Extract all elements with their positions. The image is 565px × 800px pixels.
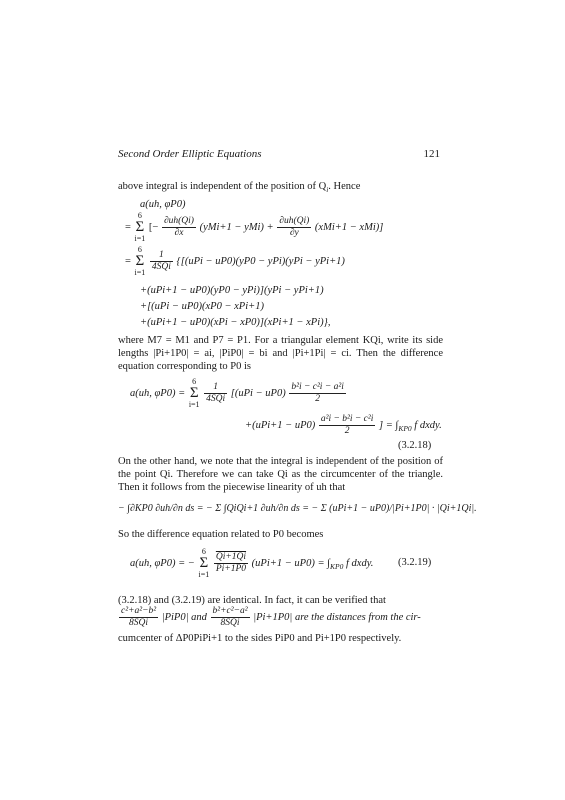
- eq10-body: (uPi+1 − uP0) = ∫: [251, 557, 331, 569]
- eq2-part2: (yMi+1 − yMi) +: [199, 221, 274, 233]
- eq2-part3: (xMi+1 − xMi)]: [314, 221, 384, 233]
- equation-label-3-2-18: (3.2.18): [398, 440, 432, 451]
- sum-operator-4: 6 Σ i=1: [198, 547, 210, 579]
- fraction-dudy: $\frac{\partial uh(Qi)}{\partial y}$: [279, 216, 310, 238]
- intro-text-end: . Hence: [328, 181, 361, 192]
- equation-line-2: [125, 212, 383, 243]
- paragraph-conclusion: cumcenter of ΔP0PiPi+1 to the sides PiP0 and Pi+1P0 respectively.: [118, 633, 402, 644]
- sum-lower: i=1: [134, 234, 146, 243]
- equation-label-3-2-19: (3.2.19): [398, 557, 432, 568]
- eq8-rhs: ] = ∫: [379, 419, 399, 431]
- eq2-part1: [−: [148, 221, 159, 233]
- eq8-body: +(uPi+1 − uP0): [245, 419, 316, 431]
- fraction-cos-1: $\frac{\text{b²i − c²i − a²i}}{2}$: [291, 382, 344, 404]
- paragraph-circumcenter: On the other hand, we note that the integral is independent of the position of the point Qi. Therefore we can take Qi as the circumcenter of the triangle. Then it follows from the piecewise linearity of uh that: [118, 456, 443, 493]
- paragraph-side-lengths: where M7 = M1 and P7 = P1. For a triangular element KQi, write its side lengths |Pi+1P0| = ai, |PiP0| = bi and |Pi+1Pi| = ci. Then the difference equation corresponding to P0 is: [118, 335, 443, 372]
- fraction-dudx: $\frac{\partial uh(Qi)}{\partial x}$: [163, 216, 194, 238]
- equation-line-9: − ∫∂KP0 ∂uh/∂n ds = − Σ ∫QiQi+1 ∂uh/∂n ds = − Σ (uPi+1 − uP0)/|Pi+1P0| · |Qi+1Qi|.: [118, 503, 477, 514]
- intro-text: above integral is independent of the position of Q: [118, 181, 327, 192]
- eq10-lhs: a(uh, φP0) = −: [130, 557, 195, 569]
- fraction-cos-2: $\frac{\text{a²i − b²i − c²i}}{2}$: [320, 414, 374, 436]
- fraction-inverse-area-2: $\frac{1}{\text{4SQi}}$: [206, 382, 226, 404]
- sum-operator-3: 6 Σ i=1: [188, 377, 200, 409]
- eq7-lhs: a(uh, φP0) =: [130, 387, 186, 399]
- fraction-inverse-area: $\frac{1}{\text{4SQi}}$: [151, 250, 171, 272]
- eq2-equals: =: [125, 221, 131, 233]
- eq8-domain: KP0: [398, 423, 412, 433]
- paragraph-identical: (3.2.18) and (3.2.19) are identical. In fact, it can be verified that: [118, 595, 386, 606]
- equation-line-7: [130, 378, 347, 409]
- equation-line-8: [245, 414, 442, 437]
- equation-line-4: +(uPi+1 − uP0)(yP0 − yPi)](yPi − yPi+1): [140, 285, 324, 296]
- fraction-edge-ratio: $\frac{Qi+1Qi}{Pi+1P0}$: [215, 552, 247, 574]
- sum-upper: 6: [137, 211, 142, 220]
- equation-line-6: +(uPi+1 − uP0)(xPi − xP0)](xPi+1 − xPi)},: [140, 317, 331, 328]
- equation-line-1: [140, 198, 185, 211]
- eq-lhs-bilinear: a(uh, φP0): [140, 199, 186, 210]
- paragraph-intro: [118, 180, 443, 196]
- eq10-end: f dxdy.: [346, 557, 374, 569]
- equation-line-3: = 6 Σ i=1 $\frac{1}{\text{4SQi}}$ {[(uPi − uP0)(yP0 − yPi)(yPi − yPi+1): [125, 245, 345, 277]
- paragraph-difference-equation: So the difference equation related to P0 becomes: [118, 529, 324, 540]
- equation-line-10: [130, 548, 373, 579]
- sum-operator-2: 6 Σ i=1: [134, 245, 146, 277]
- equation-line-5: +[(uPi − uP0)(xP0 − xPi+1): [140, 301, 264, 312]
- sum-operator: 6 Σ i=1: [134, 211, 146, 243]
- running-head-title: Second Order Elliptic Equations: [118, 148, 262, 160]
- distance-text-1: |PiP0| and: [161, 611, 207, 623]
- intro-subscript: i: [326, 185, 329, 194]
- eq7-body: [(uPi − uP0): [230, 387, 286, 399]
- fraction-distance-2: $\frac{\text{b²+c²−a²}}{\text{8SQi}}$: [212, 606, 248, 628]
- eq8-end: f dxdy.: [414, 419, 442, 431]
- fraction-distance-1: $\frac{\text{c²+a²−b²}}{\text{8SQi}}$: [121, 606, 157, 628]
- distance-text-2: |Pi+1P0| are the distances from the cir-: [253, 611, 421, 623]
- equation-line-distances: [118, 606, 421, 629]
- page-number: 121: [423, 148, 440, 160]
- eq3-body: {[(uPi − uP0)(yP0 − yPi)(yPi − yPi+1): [176, 255, 345, 267]
- eq10-domain: KP0: [330, 561, 344, 571]
